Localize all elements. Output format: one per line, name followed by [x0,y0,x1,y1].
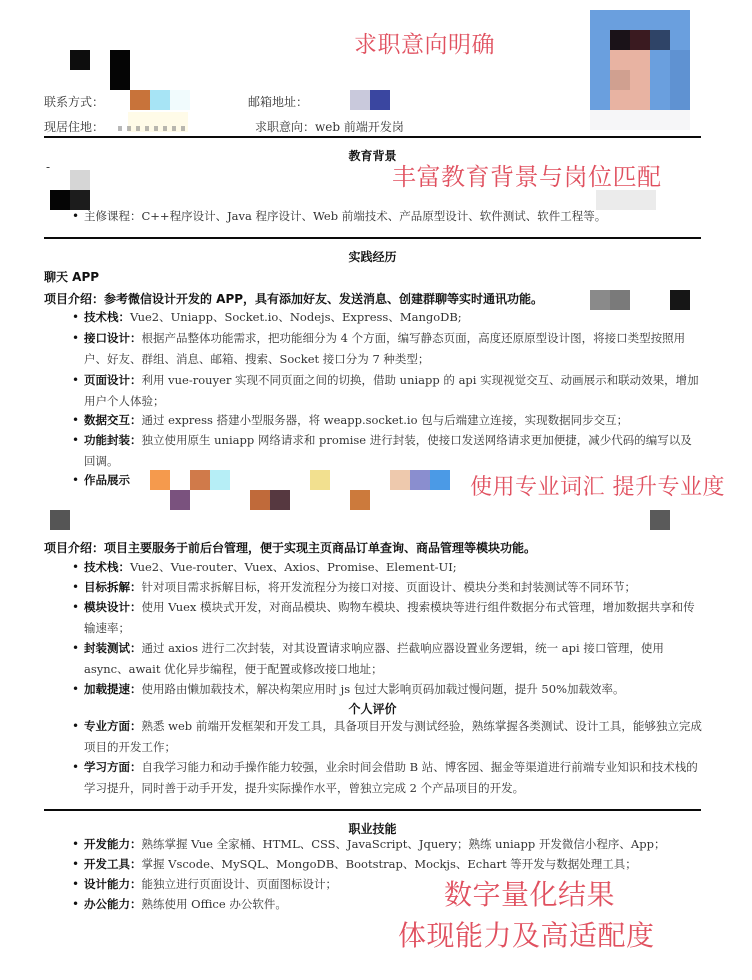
section-divider [44,237,701,239]
project1-item-wrap: • 功能封装：独立使用原生 uniapp 网络请求和 promise 进行封装，使接口发送网络请求更加便捷，减少代码的编写以及回调。 [72,433,692,468]
redacted-project2-name [50,510,70,530]
skills-dev: • 开发能力：熟练掌握 Vue 全家桶、HTML、CSS、JavaScript、Jquery；熟练 uniapp 开发微信小程序、App； [72,837,666,851]
redacted-email [350,90,370,110]
bullet-icon: • [72,209,80,223]
skills-title: 职业技能 [348,822,397,836]
education-title: 教育背景 [348,149,397,163]
project2-item-module: • 模块设计：使用 Vuex 模块式开发，对商品模块、购物车模块、搜索模块等进行组件数据分布式管理，增加数据共享和传输速率； [72,600,695,635]
annotation-quantify-line2: 体现能力及高适配度 [398,919,655,952]
profile-photo [590,10,690,110]
self-eval-professional: • 专业方面：熟悉 web 前端开发框架和开发工具，具备项目开发与测试经验，熟练掌握各类测试、设计工具，能够独立完成项目的开发工作； [72,719,702,754]
project1-intro: 项目介绍：参考微信设计开发的 APP，具有添加好友、发送消息、创建群聊等实时通讯功能。 [44,292,544,306]
intent-value: web 前端开发岗 [315,120,404,134]
redacted-showcase [250,490,270,510]
redacted-project2-name [650,510,670,530]
section-divider [44,809,701,811]
project1-item-page: • 页面设计：利用 vue-rouyer 实现不同页面之间的切换，借助 uniapp 的 api 实现视觉交互、动画展示和联动效果，增加用户个人体验； [72,373,699,408]
project2-intro: 项目介绍：项目主要服务于前后台管理，便于实现主页商品订单查询、商品管理等模块功能。 [44,541,537,555]
experience-title: 实践经历 [348,250,397,264]
redacted-contact [130,90,150,110]
project1-item-tech: • 技术栈：Vue2、Uniapp、Socket.io、Nodejs、Express、MangoDB; [72,310,462,324]
redacted-showcase [270,490,290,510]
project1-name: 聊天 APP [44,270,100,284]
self-eval-learning: • 学习方面：自我学习能力和动手操作能力较强，业余时间会借助 B 站、博客园、掘金等渠道进行前端专业知识和技术栈的学习提升，同时善于动手开发，提升实际操作水平，曾独立完成 2 个产品项目的开发。 [72,760,698,795]
redacted-school [70,170,90,190]
project1-item-api: • 接口设计：根据产品整体功能需求，把功能细分为 4 个方面，编写静态页面，高度还原原型设计图，将接口类型按照用户、好友、群组、消息、邮箱、搜索、Socket 接口分为 7 种类型； [72,331,686,366]
education-dash: - [46,160,51,174]
email-label: 邮箱地址： [248,95,309,109]
residence-label: 现居住地： [44,120,105,134]
redacted-contact [150,90,170,110]
skills-tools: • 开发工具：掌握 Vscode、MySQL、MongoDB、Bootstrap、Mockjs、Echart 等开发与数据处理工具； [72,857,637,871]
section-divider [44,136,701,138]
redacted-showcase [170,490,190,510]
self-eval-title: 个人评价 [348,702,397,716]
annotation-quantify-line1: 数字量化结果 [444,878,616,911]
redacted-showcase [150,470,170,490]
project1-item-showcase: • 作品展示 [72,473,130,487]
project2-item-tech: • 技术栈：Vue2、Vue-router、Vuex、Axios、Promise、Element-UI; [72,560,457,574]
project2-item-test: • 封装测试：通过 axios 进行二次封装，对其设置请求响应器、拦截响应器设置业务逻辑，统一 api 接口管理，使用 async、await 优化异步编程，便于配置或修改接口地址； [72,641,664,676]
redacted-residence-text [118,126,190,131]
intent-label: 求职意向： [255,120,316,134]
redacted-showcase [430,470,450,490]
project2-item-goal: • 目标拆解：针对项目需求拆解目标，将开发流程分为接口对接、页面设计、模块分类和封装测试等不同环节； [72,580,636,594]
contact-label: 联系方式： [44,95,105,109]
redacted-showcase [210,470,230,490]
redacted-name-block [110,50,130,90]
project1-item-data: • 数据交互：通过 express 搭建小型服务器，将 weapp.socket.io 包与后端建立连接，实现数据同步交互； [72,413,629,427]
redacted-showcase [390,470,410,490]
education-courses: • 主修课程：C++程序设计、Java 程序设计、Web 前端技术、产品原型设计、软件测试、软件工程等。 [72,206,702,227]
project2-item-speed: • 加载提速：使用路由懒加载技术，解决构架应用时 js 包过大影响页码加载过慢问题，提升 50%加载效率。 [72,682,625,696]
redacted-showcase [190,470,210,490]
redacted-school [50,190,70,210]
skills-design: • 设计能力：能独立进行页面设计、页面图标设计； [72,877,337,891]
redacted-showcase [350,490,370,510]
redacted-showcase [310,470,330,490]
annotation-intent-clear: 求职意向明确 [354,32,495,58]
photo-fade [590,110,690,130]
redacted-contact [170,90,190,110]
annotation-education-match: 丰富教育背景与岗位匹配 [392,163,662,191]
redacted-email [370,90,390,110]
annotation-professional-terms: 使用专业词汇 提升专业度 [470,475,725,500]
skills-office: • 办公能力：熟练使用 Office 办公软件。 [72,897,287,911]
redacted-showcase [410,470,430,490]
redacted-name-block [70,50,90,70]
